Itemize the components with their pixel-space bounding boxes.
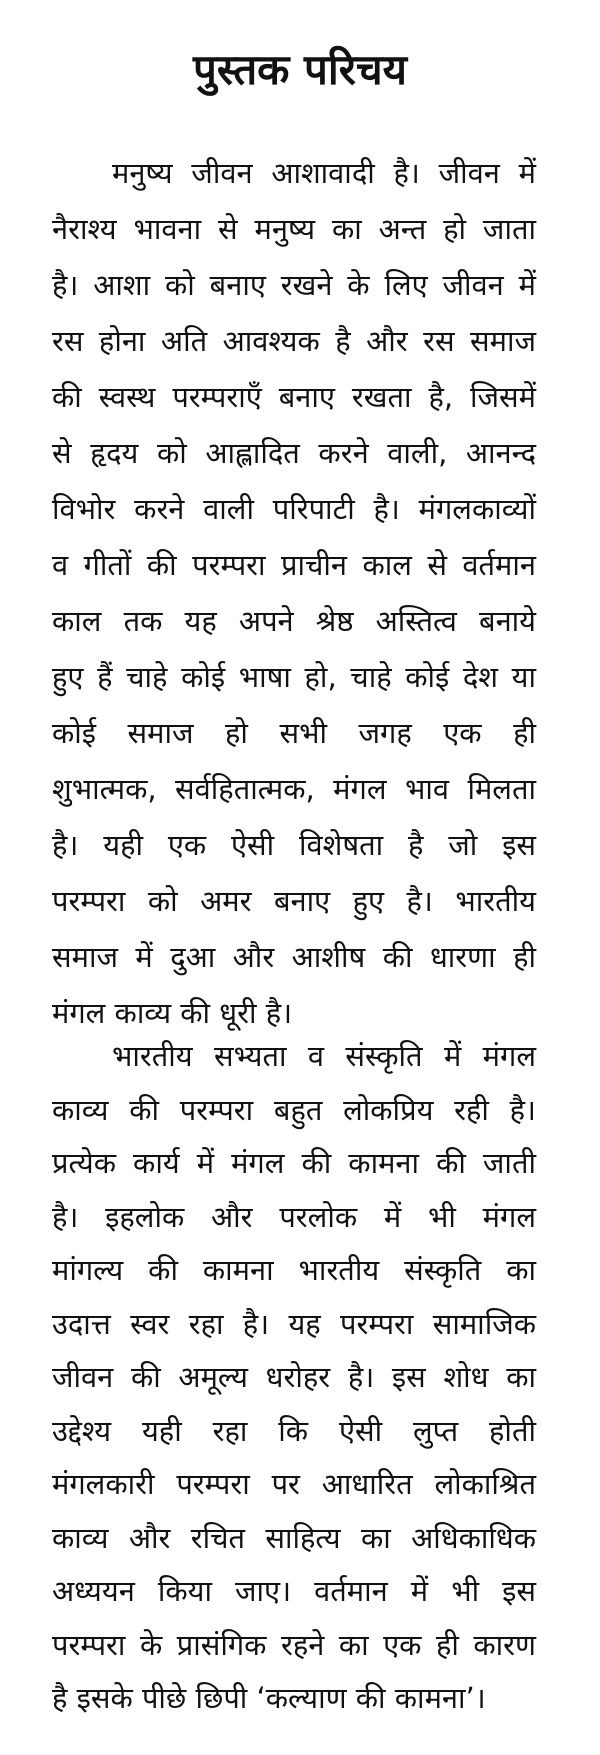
text-line: रस होना अति आवश्यक है और रस समाज: [52, 324, 536, 358]
text-line: कोई समाज हो सभी जगह एक ही: [52, 716, 536, 750]
text-line: से हृदय को आह्लादित करने वाली, आनन्द: [52, 436, 536, 470]
text-line: परम्परा के प्रासंगिक रहने का एक ही कारण: [52, 1627, 536, 1662]
text-line: उद्देश्य यही रहा कि ऐसी लुप्त होती: [52, 1413, 536, 1448]
text-line: व गीतों की परम्परा प्राचीन काल से वर्तमान: [52, 548, 536, 582]
text-line: अध्ययन किया जाए। वर्तमान में भी इस: [52, 1574, 536, 1608]
text-line: है। इहलोक और परलोक में भी मंगल: [52, 1199, 536, 1234]
text-line: काव्य की परम्परा बहुत लोकप्रिय रही है।: [52, 1092, 536, 1127]
text-line: है। आशा को बनाए रखने के लिए जीवन में: [52, 268, 536, 302]
text-line: विभोर करने वाली परिपाटी है। मंगलकाव्यों: [52, 492, 536, 526]
text-line: परम्परा को अमर बनाए हुए है। भारतीय: [52, 884, 536, 918]
text-line: काल तक यह अपने श्रेष्ठ अस्तित्व बनाये: [52, 604, 536, 638]
text-line: प्रत्येक कार्य में मंगल की कामना की जाती: [52, 1146, 536, 1180]
text-line: नैराश्य भावना से मनुष्य का अन्त हो जाता: [52, 212, 536, 246]
text-line: की स्वस्थ परम्पराएँ बनाए रखता है, जिसमें: [52, 380, 536, 414]
text-line: शुभात्मक, सर्वहितात्मक, मंगल भाव मिलता: [52, 772, 536, 806]
paragraph-1: [52, 145, 536, 1041]
text-line: काव्य और रचित साहित्य का अधिकाधिक: [52, 1520, 536, 1555]
text-line: है इसके पीछे छिपी ‘कल्याण की कामना’।: [52, 1681, 486, 1715]
text-line: है। यही एक ऐसी विशेषता है जो इस: [52, 828, 536, 862]
text-line: मंगलकारी परम्परा पर आधारित लोकाश्रित: [52, 1467, 536, 1501]
text-line: समाज में दुआ और आशीष की धारणा ही: [52, 940, 536, 974]
text-line: भारतीय सभ्यता व संस्कृति में मंगल: [112, 1039, 536, 1073]
text-line: हुए हैं चाहे कोई भाषा हो, चाहे कोई देश या: [52, 660, 536, 694]
text-line: उदात्त स्वर रहा है। यह परम्परा सामाजिक: [52, 1306, 536, 1341]
text-line: मंगल काव्य की धूरी है।: [52, 996, 293, 1030]
text-line: मांगल्य की कामना भारतीय संस्कृति का: [52, 1253, 536, 1287]
text-line: जीवन की अमूल्य धरोहर है। इस शोध का: [52, 1360, 536, 1394]
text-line: मनुष्य जीवन आशावादी है। जीवन में: [112, 156, 536, 190]
paragraph-2: [52, 1030, 536, 1726]
page-title: पुस्तक परिचय: [193, 45, 407, 94]
